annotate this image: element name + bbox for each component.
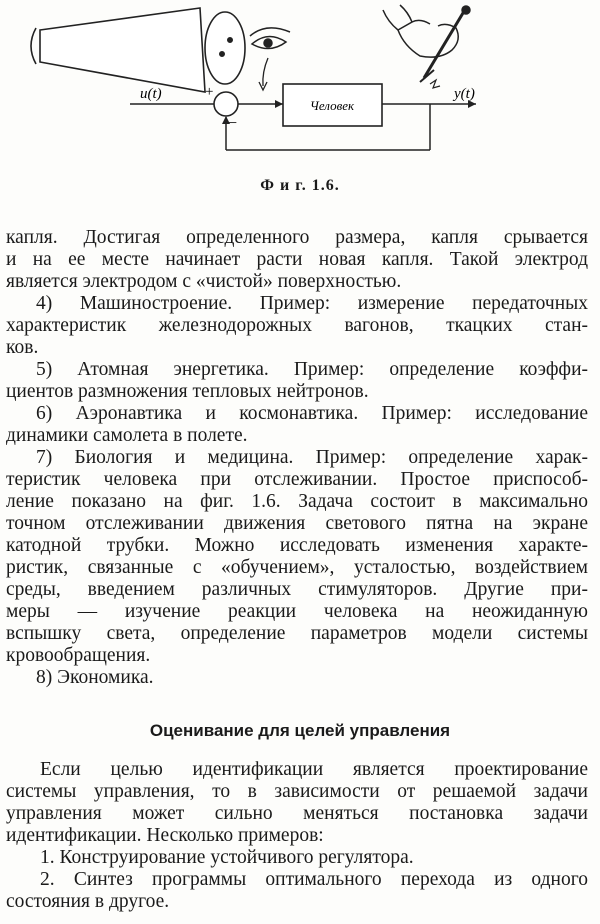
- text-line: идентификации. Несколько примеров:: [6, 825, 324, 846]
- text-line: кровообращения.: [6, 645, 151, 666]
- output-label: y(t): [454, 86, 475, 102]
- text-line: 8) Экономика.: [36, 667, 154, 688]
- text-line: циентов размножения тепловых нейтронов.: [6, 381, 369, 402]
- minus-sign: −: [228, 115, 238, 132]
- text-line: 6) Аэронавтика и космонавтика. Пример: исследование: [36, 403, 588, 424]
- section-heading: Оценивание для целей управления: [149, 721, 451, 740]
- eye-arrow: [263, 58, 268, 86]
- input-label: u(t): [140, 86, 162, 102]
- list-item-continued: состояния в другое.: [6, 891, 170, 912]
- text-line: 5) Атомная энергетика. Пример: определение коэффи-: [36, 359, 588, 380]
- text-line: Если целью идентификации является проектирование: [40, 759, 588, 780]
- eye-icon: [250, 28, 290, 49]
- text-line: катодной трубки. Можно исследовать изменения характе-: [6, 535, 588, 556]
- text-line: среды, введением различных стимуляторов. Другие при-: [6, 579, 588, 600]
- block-diagram: [0, 0, 600, 175]
- text-line: 7) Биология и медицина. Пример: определение харак-: [36, 447, 588, 468]
- crt-tube-illustration: [31, 8, 245, 92]
- list-item: 2. Синтез программы оптимального перехода из одного: [40, 869, 588, 890]
- text-line: системы управления, то в зависимости от решаемой задачи: [6, 781, 588, 802]
- text-line: ление показано на фиг. 1.6. Задача состоит в максимально: [6, 491, 588, 512]
- text-line: 4) Машиностроение. Пример: измерение передаточных: [36, 293, 588, 314]
- summing-junction: [214, 92, 238, 116]
- figure-caption: Ф и г. 1.6.: [260, 177, 340, 194]
- text-line: управления может сильно меняться постановка задачи: [6, 803, 588, 824]
- list-item: 1. Конструирование устойчивого регулятора.: [40, 847, 414, 868]
- hand-lever-illustration: [383, 5, 470, 88]
- figure-1-6: [0, 0, 600, 175]
- text-line: ков.: [6, 337, 39, 358]
- text-line: и на ее месте начинает расти новая капля. Такой электрод: [6, 249, 588, 270]
- text-line: является электродом с «чистой» поверхностью.: [6, 271, 402, 292]
- block-label: Человек: [309, 98, 355, 113]
- text-line: вспышку света, определение параметров модели системы: [6, 623, 588, 644]
- text-line: точном отслеживании движения светового пятна на экране: [6, 513, 588, 534]
- plus-sign: +: [205, 84, 214, 100]
- text-line: динамики самолета в полете.: [6, 425, 248, 446]
- text-line: меры — изучение реакции человека на неожиданную: [6, 601, 588, 622]
- text-line: ристик, связанные с «обучением», усталостью, воздействием: [6, 557, 588, 578]
- text-line: характеристик железнодорожных вагонов, ткацких стан-: [6, 315, 588, 336]
- text-line: теристик человека при отслеживании. Простое приспособ-: [6, 469, 588, 490]
- text-line: капля. Достигая определенного размера, капля срывается: [6, 227, 588, 248]
